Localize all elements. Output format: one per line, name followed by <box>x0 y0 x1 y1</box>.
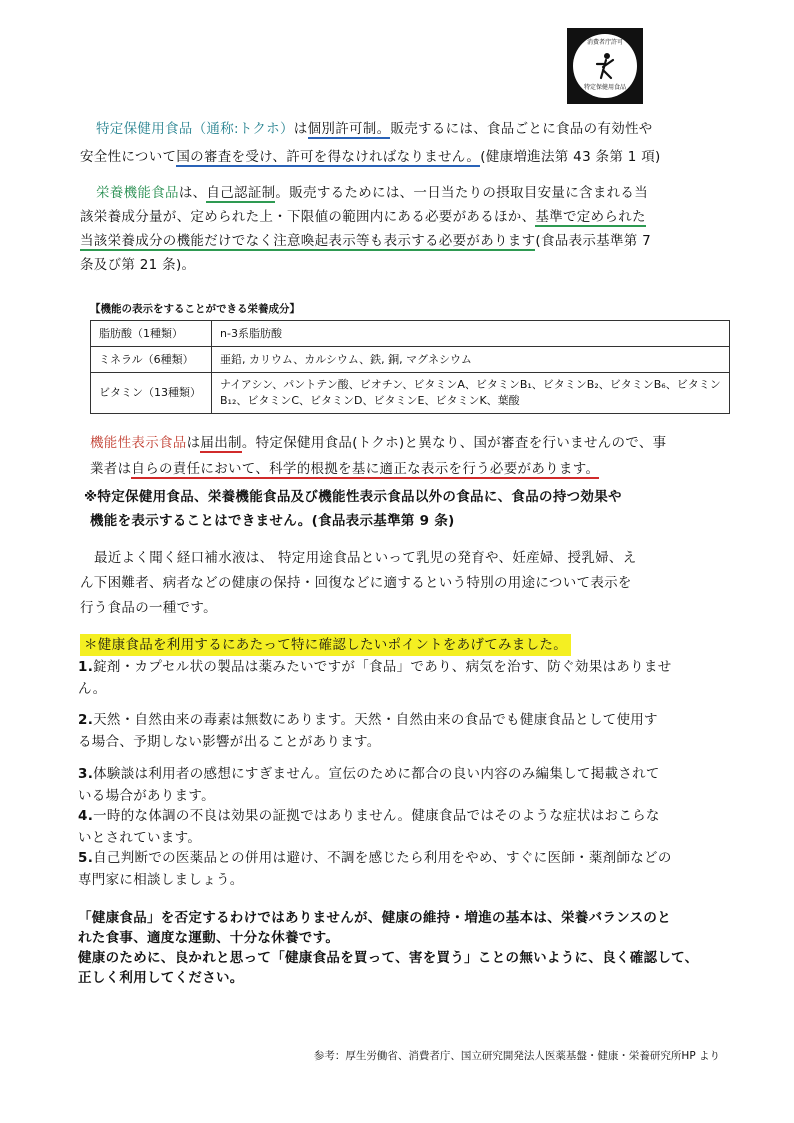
nutrient-table-caption: 【機能の表示をすることができる栄養成分】 <box>90 303 300 315</box>
tokuho-term: 特定保健用食品（通称:トクホ） <box>96 121 294 137</box>
row-value: 亜鉛, カリウム、カルシウム、鉄, 銅, マグネシウム <box>212 347 730 373</box>
text: は <box>293 121 308 137</box>
row-value: n-3系脂肪酸 <box>212 321 730 347</box>
note-line: 機能を表示することはできません。(食品表示基準第 9 条) <box>90 513 455 529</box>
text: 販売するには、食品ごとに食品の有効性や <box>390 121 653 137</box>
functional-label-paragraph <box>80 432 730 480</box>
text: 該栄養成分量が、定められた上・下限値の範囲内にある必要があるほか、 <box>80 209 536 225</box>
underline-notification: 届出制 <box>200 435 242 451</box>
text: 条及び第 21 条)。 <box>80 257 196 273</box>
point-text: る場合、予期しない影響が出ることがあります。 <box>78 734 381 750</box>
point-number: 5. <box>78 850 94 866</box>
row-label: 脂肪酸（1種類） <box>91 321 212 347</box>
underline-self-certification: 自己認証制 <box>206 185 276 201</box>
underline-warning-display: 当該栄養成分の機能だけでなく注意喚起表示等も表示する必要があります <box>80 233 536 249</box>
table-row <box>91 347 730 373</box>
underline-individual-permit: 個別許可制。 <box>307 121 391 137</box>
point-text: いとされています。 <box>78 830 202 846</box>
point-4 <box>78 805 738 849</box>
text: 安全性について <box>80 149 177 165</box>
row-value: ナイアシン、パントテン酸、ビオチン、ビタミンA、ビタミンB₁、ビタミンB₂、ビタミンB₆、ビタミンB₁₂、ビタミンC、ビタミンD、ビタミンE、ビタミンK、葉酸 <box>212 373 730 414</box>
table-row <box>91 321 730 347</box>
nutrient-table <box>90 320 730 414</box>
text: は、 <box>178 185 207 201</box>
point-3 <box>78 763 738 807</box>
text: (食品表示基準第 7 <box>535 233 652 249</box>
nutrient-function-term: 栄養機能食品 <box>96 185 179 201</box>
point-5 <box>78 847 738 891</box>
text-line: 行う食品の一種です。 <box>80 600 217 616</box>
closing-line: 正しく利用してください。 <box>78 970 244 986</box>
note-line: ※特定保健用食品、栄養機能食品及び機能性表示食品以外の食品に、食品の持つ効果や <box>84 489 622 505</box>
table-row <box>91 373 730 414</box>
underline-state-review: 国の審査を受け、許可を得なければなりません。 <box>176 149 481 165</box>
text-line: 最近よく聞く経口補水液は、 特定用途食品といって乳児の発育や、妊産婦、授乳婦、え <box>94 550 637 566</box>
oral-rehydration-paragraph <box>80 547 730 619</box>
tokuho-logo <box>567 28 643 104</box>
tokuho-paragraph <box>80 118 730 168</box>
point-text: 錠剤・カプセル状の製品は薬みたいですが「食品」であり、病気を治す、防ぐ効果はありませ <box>93 659 672 675</box>
text: 業者は <box>90 461 132 477</box>
point-number: 4. <box>78 808 94 824</box>
closing-line: れた食事、適度な運動、十分な休養です。 <box>78 930 340 946</box>
closing-line: 健康のために、良かれと思って「健康食品を買って、害を買う」ことの無いように、良く確認して、 <box>78 950 699 966</box>
point-text: 体験談は利用者の感想にすぎません。宣伝のために都合の良い内容のみ編集して掲載されて <box>93 766 660 782</box>
text-line: ん下困難者、病者などの健康の保持・回復などに適するという特別の用途について表示を <box>80 575 632 591</box>
point-text: 専門家に相談しましょう。 <box>78 872 244 888</box>
point-1 <box>78 656 738 700</box>
row-label: ビタミン（13種類） <box>91 373 212 414</box>
closing-message <box>78 908 738 988</box>
point-text: ん。 <box>78 681 107 697</box>
underline-standard: 基準で定められた <box>535 209 646 225</box>
point-text: いる場合があります。 <box>78 788 215 804</box>
logo-bottom-text: 特定保健用食品 <box>583 84 626 91</box>
source-citation: 参考：厚生労働省、消費者庁、国立研究開発法人医薬基盤・健康・栄養研究所HP より <box>313 1050 720 1062</box>
functional-label-term: 機能性表示食品 <box>90 435 187 451</box>
nutrient-function-paragraph <box>80 182 730 276</box>
points-heading-highlight: ＊健康食品を利用するにあたって特に確認したいポイントをあげてみました。 <box>80 634 571 656</box>
logo-top-text: 消費者庁許可 <box>586 39 623 46</box>
point-text: 自己判断での医薬品との併用は避け、不調を感じたら利用をやめ、すぐに医師・薬剤師などの <box>93 850 672 866</box>
row-label: ミネラル（6種類） <box>91 347 212 373</box>
point-number: 2. <box>78 712 94 728</box>
text: (健康増進法第 43 条第 1 項) <box>480 149 661 165</box>
closing-line: 「健康食品」を否定するわけではありませんが、健康の維持・増進の基本は、栄養バランスのと <box>78 910 671 926</box>
text: 。販売するためには、一日当たりの摂取目安量に含まれる当 <box>275 185 649 201</box>
point-text: 一時的な体調の不良は効果の証拠ではありません。健康食品ではそのような症状はおこらな <box>93 808 660 824</box>
text: 。特定保健用食品(トクホ)と異なり、国が審査を行いませんので、事 <box>241 435 667 451</box>
underline-responsibility: 自らの責任において、科学的根拠を基に適正な表示を行う必要があります。 <box>131 461 600 477</box>
point-2 <box>78 709 738 753</box>
point-number: 1. <box>78 659 94 675</box>
point-text: 天然・自然由来の毒素は無数にあります。天然・自然由来の食品でも健康食品として使用す <box>93 712 658 728</box>
restriction-note <box>84 486 734 532</box>
text: は <box>186 435 201 451</box>
point-number: 3. <box>78 766 94 782</box>
